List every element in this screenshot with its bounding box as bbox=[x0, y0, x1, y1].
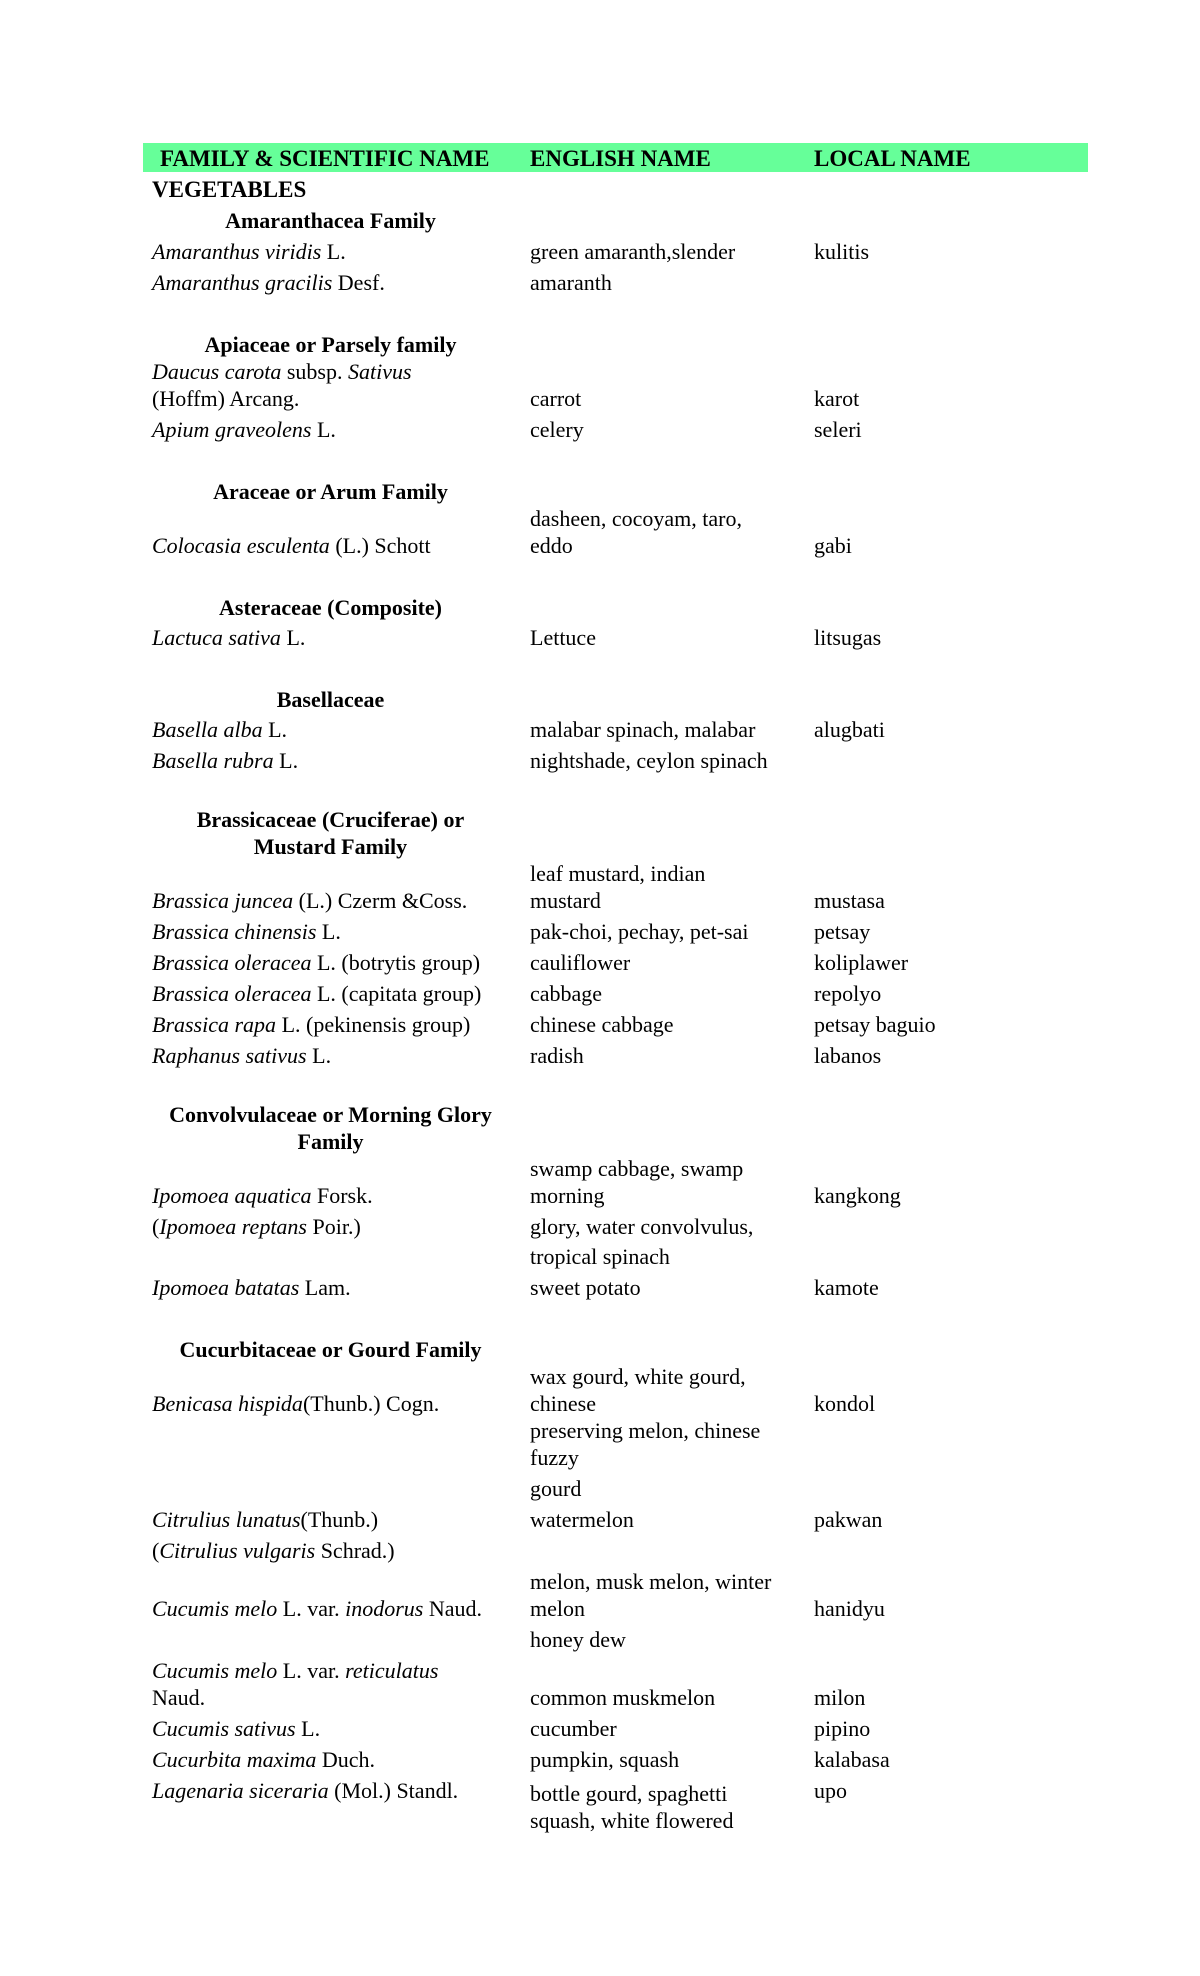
header-english-name: ENGLISH NAME bbox=[530, 146, 711, 171]
local-name: labanos bbox=[814, 1043, 882, 1068]
scientific-name: Daucus carota subsp. Sativus bbox=[152, 359, 412, 384]
scientific-name: Benicasa hispida(Thunb.) Cogn. bbox=[152, 1391, 440, 1416]
english-name: chinese cabbage bbox=[530, 1012, 674, 1037]
english-name: amaranth bbox=[530, 270, 612, 295]
scientific-name: (Citrulius vulgaris Schrad.) bbox=[152, 1538, 395, 1563]
english-name: green amaranth,slender bbox=[530, 239, 736, 264]
scientific-name: Basella rubra L. bbox=[152, 748, 299, 773]
local-name: alugbati bbox=[814, 717, 885, 742]
local-name: kulitis bbox=[814, 239, 870, 264]
section-title: VEGETABLES bbox=[152, 177, 307, 202]
scientific-name: Ipomoea batatas Lam. bbox=[152, 1275, 351, 1300]
english-name: squash, white flowered bbox=[530, 1808, 734, 1833]
scientific-name-author: Naud. bbox=[152, 1685, 206, 1710]
header-local-name: LOCAL NAME bbox=[814, 146, 971, 171]
header-family-scientific-name: FAMILY & SCIENTIFIC NAME bbox=[160, 146, 490, 171]
scientific-name: Brassica chinensis L. bbox=[152, 919, 341, 944]
local-name: kondol bbox=[814, 1391, 876, 1416]
local-name: upo bbox=[814, 1778, 847, 1803]
english-name: fuzzy bbox=[530, 1445, 579, 1470]
scientific-name: Brassica rapa L. (pekinensis group) bbox=[152, 1012, 471, 1037]
local-name: kamote bbox=[814, 1275, 879, 1300]
family-heading: Family bbox=[297, 1129, 364, 1154]
english-name: morning bbox=[530, 1183, 605, 1208]
english-name: wax gourd, white gourd, bbox=[530, 1364, 746, 1389]
english-name: gourd bbox=[530, 1476, 582, 1501]
local-name: milon bbox=[814, 1685, 866, 1710]
scientific-name: Apium graveolens L. bbox=[152, 417, 336, 442]
english-name: watermelon bbox=[530, 1507, 634, 1532]
english-name: sweet potato bbox=[530, 1275, 641, 1300]
local-name: kalabasa bbox=[814, 1747, 890, 1772]
scientific-name: Basella alba L. bbox=[152, 717, 288, 742]
family-heading: Amaranthacea Family bbox=[225, 208, 436, 233]
english-name: cucumber bbox=[530, 1716, 617, 1741]
local-name: gabi bbox=[814, 533, 852, 558]
english-name: glory, water convolvulus, bbox=[530, 1214, 754, 1239]
scientific-name: Raphanus sativus L. bbox=[152, 1043, 332, 1068]
english-name: malabar spinach, malabar bbox=[530, 717, 756, 742]
english-name: dasheen, cocoyam, taro, bbox=[530, 506, 742, 531]
english-name: honey dew bbox=[530, 1627, 626, 1652]
scientific-name: Colocasia esculenta (L.) Schott bbox=[152, 533, 431, 558]
local-name: hanidyu bbox=[814, 1596, 885, 1621]
english-name: radish bbox=[530, 1043, 584, 1068]
english-name: preserving melon, chinese bbox=[530, 1418, 761, 1443]
english-name: mustard bbox=[530, 888, 601, 913]
english-name: Lettuce bbox=[530, 625, 596, 650]
scientific-name-author: (Hoffm) Arcang. bbox=[152, 386, 300, 411]
english-name: carrot bbox=[530, 386, 582, 411]
english-name: leaf mustard, indian bbox=[530, 861, 706, 886]
english-name: bottle gourd, spaghetti bbox=[530, 1781, 728, 1806]
local-name: seleri bbox=[814, 417, 862, 442]
scientific-name: Lactuca sativa L. bbox=[152, 625, 306, 650]
scientific-name: Cucumis melo L. var. reticulatus bbox=[152, 1658, 439, 1683]
english-name: pumpkin, squash bbox=[530, 1747, 680, 1772]
scientific-name: Citrulius lunatus(Thunb.) bbox=[152, 1507, 379, 1532]
english-name: celery bbox=[530, 417, 584, 442]
family-heading: Apiaceae or Parsely family bbox=[204, 332, 457, 357]
local-name: kangkong bbox=[814, 1183, 901, 1208]
local-name: petsay baguio bbox=[814, 1012, 936, 1037]
english-name: eddo bbox=[530, 533, 573, 558]
local-name: pakwan bbox=[814, 1507, 883, 1532]
local-name: koliplawer bbox=[814, 950, 909, 975]
english-name: tropical spinach bbox=[530, 1244, 670, 1269]
scientific-name: Brassica oleracea L. (botrytis group) bbox=[152, 950, 481, 975]
scientific-name: Amaranthus viridis L. bbox=[152, 239, 346, 264]
scientific-name: (Ipomoea reptans Poir.) bbox=[152, 1214, 361, 1239]
scientific-name: Amaranthus gracilis Desf. bbox=[152, 270, 385, 295]
scientific-name: Brassica juncea (L.) Czerm &Coss. bbox=[152, 888, 468, 913]
family-heading: Mustard Family bbox=[253, 834, 408, 859]
scientific-name: Cucurbita maxima Duch. bbox=[152, 1747, 376, 1772]
local-name: pipino bbox=[814, 1716, 871, 1741]
local-name: litsugas bbox=[814, 625, 882, 650]
english-name: chinese bbox=[530, 1391, 596, 1416]
table-header bbox=[143, 143, 1088, 172]
english-name: melon bbox=[530, 1596, 585, 1621]
local-name: mustasa bbox=[814, 888, 885, 913]
local-name: repolyo bbox=[814, 981, 882, 1006]
family-heading: Brassicaceae (Cruciferae) or bbox=[196, 807, 465, 832]
english-name: melon, musk melon, winter bbox=[530, 1569, 772, 1594]
local-name: karot bbox=[814, 386, 860, 411]
family-heading: Asteraceae (Composite) bbox=[219, 595, 442, 620]
scientific-name: Cucumis melo L. var. inodorus Naud. bbox=[152, 1596, 482, 1621]
english-name: cabbage bbox=[530, 981, 603, 1006]
local-name: petsay bbox=[814, 919, 871, 944]
scientific-name: Ipomoea aquatica Forsk. bbox=[152, 1183, 373, 1208]
family-heading: Araceae or Arum Family bbox=[213, 479, 448, 504]
scientific-name: Brassica oleracea L. (capitata group) bbox=[152, 981, 482, 1006]
english-name: common muskmelon bbox=[530, 1685, 716, 1710]
family-heading: Basellaceae bbox=[276, 687, 385, 712]
english-name: pak-choi, pechay, pet-sai bbox=[530, 919, 749, 944]
english-name: cauliflower bbox=[530, 950, 631, 975]
scientific-name: Lagenaria siceraria (Mol.) Standl. bbox=[152, 1778, 459, 1803]
english-name: swamp cabbage, swamp bbox=[530, 1156, 744, 1181]
english-name: nightshade, ceylon spinach bbox=[530, 748, 768, 773]
family-heading: Convolvulaceae or Morning Glory bbox=[169, 1102, 492, 1127]
family-heading: Cucurbitaceae or Gourd Family bbox=[179, 1337, 482, 1362]
scientific-name: Cucumis sativus L. bbox=[152, 1716, 321, 1741]
